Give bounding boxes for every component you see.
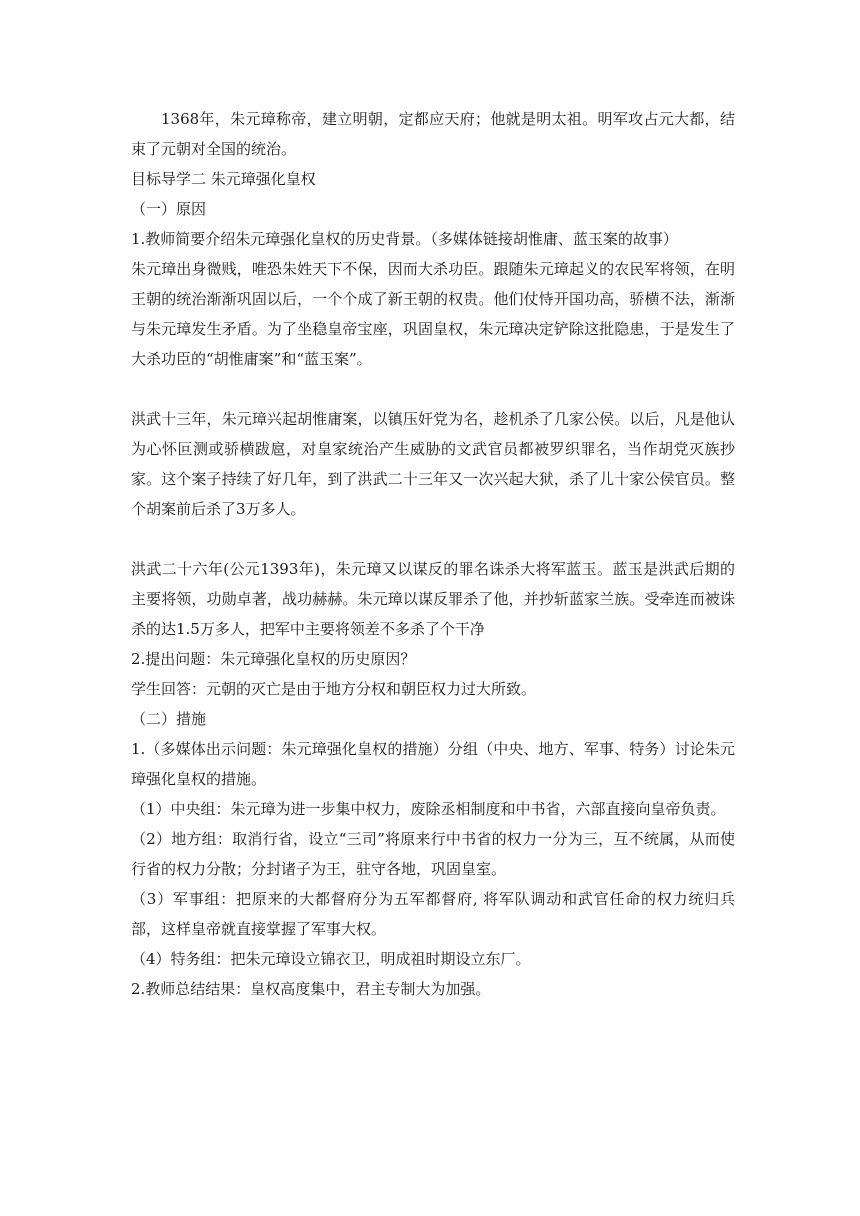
section-heading-goal-two: 目标导学二 朱元璋强化皇权 bbox=[131, 170, 316, 188]
list-item-central-group: （1）中央组：朱元璋为进一步集中权力，废除丞相制度和中书省，六部直接向皇帝负责。 bbox=[131, 800, 726, 818]
list-item-local-group: （2）地方组：取消行省，设立“三司”将原来行中书省的权力一分为三，互不统属，从而使行省的权力分散；分封诸子为王，驻守各地，巩固皇室。 bbox=[131, 830, 735, 878]
paragraph-hu-weiyong-case: 洪武十三年，朱元璋兴起胡惟庸案，以镇压奸党为名，趁机杀了几家公侯。以后，凡是他认为心怀叵测或骄横跋扈，对皇家统治产生威胁的文武官员都被罗织罪名，当作胡党灭族抄家。这个案子持续了好几年，到了洪武二十三年又一次兴起大狱，杀了儿十家公侯官员。整个胡案前后杀了3万多人。 bbox=[131, 410, 735, 518]
paragraph-question: 2.提出问题：朱元璋强化皇权的历史原因？ bbox=[131, 650, 416, 668]
paragraph-background: 朱元璋出身微贱，唯恐朱姓天下不保，因而大杀功臣。跟随朱元璋起义的农民军将领，在明王朝的统治渐渐巩固以后，一个个成了新王朝的权贵。他们仗恃开国功高，骄横不法，渐渐与朱元璋发生矛盾。为了坐稳皇帝宝座，巩固皇权，朱元璋决定铲除这批隐患，于是发生了大杀功臣的“胡惟庸案”和“蓝玉案”。 bbox=[131, 260, 735, 368]
paragraph-founding-ming: 1368年，朱元璋称帝，建立明朝，定都应天府；他就是明太祖。明军攻占元大都，结束了元朝对全国的统治。 bbox=[131, 110, 735, 158]
paragraph-teacher-summary: 2.教师总结结果：皇权高度集中，君主专制大为加强。 bbox=[131, 980, 491, 998]
paragraph-student-answer: 学生回答：元朝的灭亡是由于地方分权和朝臣权力过大所致。 bbox=[131, 680, 537, 698]
subheading-measures: （二）措施 bbox=[131, 710, 207, 728]
paragraph-group-discussion: 1.（多媒体出示问题：朱元璋强化皇权的措施）分组（中央、地方、军事、特务）讨论朱元璋强化皇权的措施。 bbox=[131, 740, 735, 788]
list-item-military-group: （3）军事组：把原来的大都督府分为五军都督府, 将军队调动和武官任命的权力统归兵部，这样皇帝就直接掌握了军事大权。 bbox=[131, 890, 735, 938]
paragraph-teacher-intro: 1.教师简要介绍朱元璋强化皇权的历史背景。（多媒体链接胡惟庸、蓝玉案的故事） bbox=[131, 230, 678, 248]
paragraph-gap bbox=[131, 374, 735, 404]
paragraph-gap bbox=[131, 524, 735, 554]
paragraph-lan-yu-case: 洪武二十六年(公元1393年)，朱元璋又以谋反的罪名诛杀大将军蓝玉。蓝玉是洪武后期的主要将领，功勋卓著，战功赫赫。朱元璋以谋反罪杀了他，并抄斩蓝家兰族。受牵连而被诛杀的达1.5万多人，把军中主要将领差不多杀了个干净 bbox=[131, 560, 735, 638]
subheading-reasons: （一）原因 bbox=[131, 200, 207, 218]
document-body bbox=[131, 104, 735, 1004]
list-item-secret-police-group: （4）特务组：把朱元璋设立锦衣卫，明成祖时期设立东厂。 bbox=[131, 950, 531, 968]
